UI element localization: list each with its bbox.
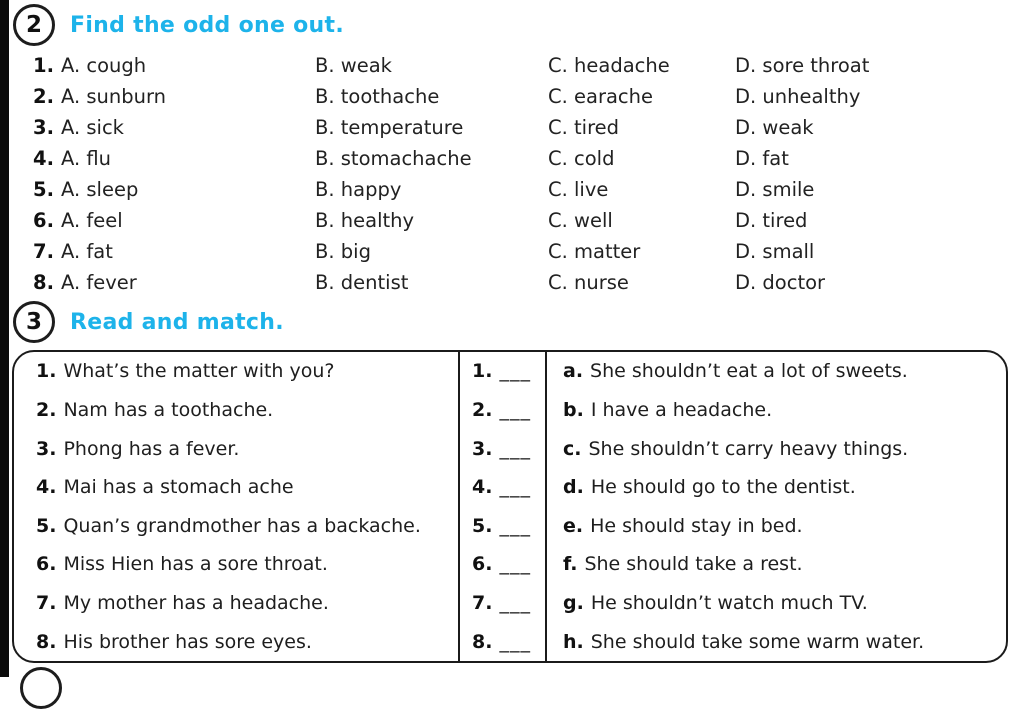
row-number: 8. [33,271,54,294]
answer-blank [460,622,547,661]
match-question [14,352,460,391]
row-number: 1. [33,54,54,77]
option-b: B. temperature [315,116,464,139]
answer-blank [460,507,547,546]
row-number: 4. [33,147,54,170]
odd-row-2 [33,81,1014,112]
option-d: D. weak [735,116,814,139]
option-a: A. fever [60,271,137,294]
option-b: B. stomachache [315,147,472,170]
blank-line: ___ [499,398,531,421]
question-text: Miss Hien has a sore throat. [63,553,328,576]
match-table [12,350,1008,663]
odd-row-4 [33,143,1014,174]
question-8 [33,271,315,294]
answer-text: He shouldn’t watch much TV. [590,592,868,615]
row-number: 3. [33,116,54,139]
question-number: 6. [36,553,57,576]
question-5 [33,178,315,201]
answer-blank [460,468,547,507]
match-row-7 [14,584,1006,623]
option-b: B. healthy [315,209,415,232]
option-c: C. tired [548,116,620,139]
blank-number: 2. [472,398,493,421]
answer-blank [460,429,547,468]
odd-row-1 [33,50,1014,81]
option-c: C. headache [548,54,670,77]
exercise-2-title: Find the odd one out. [70,12,344,38]
question-text: Mai has a stomach ache [63,476,294,499]
question-text: His brother has sore eyes. [63,630,312,653]
blank-number: 1. [472,360,493,383]
row-number: 2. [33,85,54,108]
option-b: B. dentist [315,271,409,294]
answer-letter: a. [563,360,584,383]
option-d: D. tired [735,209,808,232]
question-text: Phong has a fever. [63,437,240,460]
match-question [14,545,460,584]
match-answer [547,352,1006,391]
option-a: A. sick [60,116,124,139]
answer-text: He should stay in bed. [590,514,803,537]
match-row-4 [14,468,1006,507]
exercise-2-number-badge: 2 [13,4,55,46]
option-a: A. feel [60,209,123,232]
blank-number: 3. [472,437,493,460]
match-row-6 [14,545,1006,584]
blank-number: 6. [472,553,493,576]
scan-edge-bar [0,0,9,677]
odd-row-5 [33,174,1014,205]
question-text: My mother has a headache. [63,592,329,615]
match-question [14,584,460,623]
question-1 [33,54,315,77]
answer-blank [460,584,547,623]
answer-text: She shouldn’t carry heavy things. [588,437,909,460]
option-d: D. doctor [735,271,826,294]
row-number: 5. [33,178,54,201]
match-row-8 [14,622,1006,661]
blank-number: 5. [472,514,493,537]
option-b: B. big [315,240,371,263]
question-number: 3. [36,437,57,460]
answer-letter: h. [563,630,584,653]
option-c: C. matter [548,240,641,263]
answer-text: She shouldn’t eat a lot of sweets. [590,360,908,383]
odd-row-6 [33,205,1014,236]
question-number: 7. [36,592,57,615]
answer-text: She should take a rest. [584,553,803,576]
match-question [14,391,460,430]
option-c: C. nurse [548,271,629,294]
row-number: 7. [33,240,54,263]
answer-letter: e. [563,514,584,537]
question-number: 5. [36,514,57,537]
answer-letter: c. [563,437,582,460]
match-question [14,622,460,661]
question-2 [33,85,315,108]
row-number: 6. [33,209,54,232]
answer-blank [460,352,547,391]
odd-row-3 [33,112,1014,143]
option-a: A. cough [60,54,147,77]
match-question [14,507,460,546]
option-a: A. sunburn [60,85,167,108]
option-d: D. unhealthy [735,85,861,108]
blank-line: ___ [499,476,531,499]
blank-line: ___ [499,437,531,460]
exercise-3-number-badge: 3 [13,301,55,343]
odd-row-8 [33,267,1014,298]
question-number: 4. [36,476,57,499]
match-question [14,429,460,468]
answer-text: I have a headache. [590,398,773,421]
match-row-5 [14,507,1006,546]
option-c: C. well [548,209,613,232]
match-answer [547,507,1006,546]
question-7 [33,240,315,263]
question-text: Quan’s grandmother has a backache. [63,514,421,537]
option-d: D. small [735,240,815,263]
odd-one-out-list [33,50,1014,298]
option-d: D. fat [735,147,789,170]
answer-letter: d. [563,476,584,499]
match-answer [547,584,1006,623]
question-3 [33,116,315,139]
next-exercise-badge-partial [20,667,62,709]
blank-line: ___ [499,360,531,383]
exercise-3-title: Read and match. [70,309,284,335]
blank-line: ___ [499,553,531,576]
match-row-1 [14,352,1006,391]
odd-row-7 [33,236,1014,267]
blank-number: 8. [472,630,493,653]
option-d: D. sore throat [735,54,870,77]
option-a: A. sleep [60,178,139,201]
answer-text: He should go to the dentist. [590,476,856,499]
question-number: 1. [36,360,57,383]
blank-line: ___ [499,514,531,537]
option-a: A. fat [60,240,113,263]
answer-blank [460,391,547,430]
blank-line: ___ [499,592,531,615]
option-b: B. toothache [315,85,440,108]
match-answer [547,545,1006,584]
answer-letter: f. [563,553,578,576]
option-d: D. smile [735,178,815,201]
match-row-2 [14,391,1006,430]
option-c: C. cold [548,147,615,170]
option-a: A. flu [60,147,112,170]
option-b: B. weak [315,54,392,77]
answer-blank [460,545,547,584]
exercise-2-header [13,4,344,46]
match-answer [547,429,1006,468]
option-c: C. earache [548,85,654,108]
answer-letter: g. [563,592,584,615]
answer-letter: b. [563,398,584,421]
question-number: 8. [36,630,57,653]
answer-text: She should take some warm water. [590,630,925,653]
blank-number: 7. [472,592,493,615]
option-c: C. live [548,178,609,201]
option-b: B. happy [315,178,402,201]
blank-line: ___ [499,630,531,653]
exercise-3-header [13,301,284,343]
blank-number: 4. [472,476,493,499]
match-answer [547,391,1006,430]
match-row-3 [14,429,1006,468]
match-answer [547,468,1006,507]
match-answer [547,622,1006,661]
match-question [14,468,460,507]
question-text: Nam has a toothache. [63,398,274,421]
question-number: 2. [36,398,57,421]
question-4 [33,147,315,170]
question-text: What’s the matter with you? [63,360,335,383]
question-6 [33,209,315,232]
